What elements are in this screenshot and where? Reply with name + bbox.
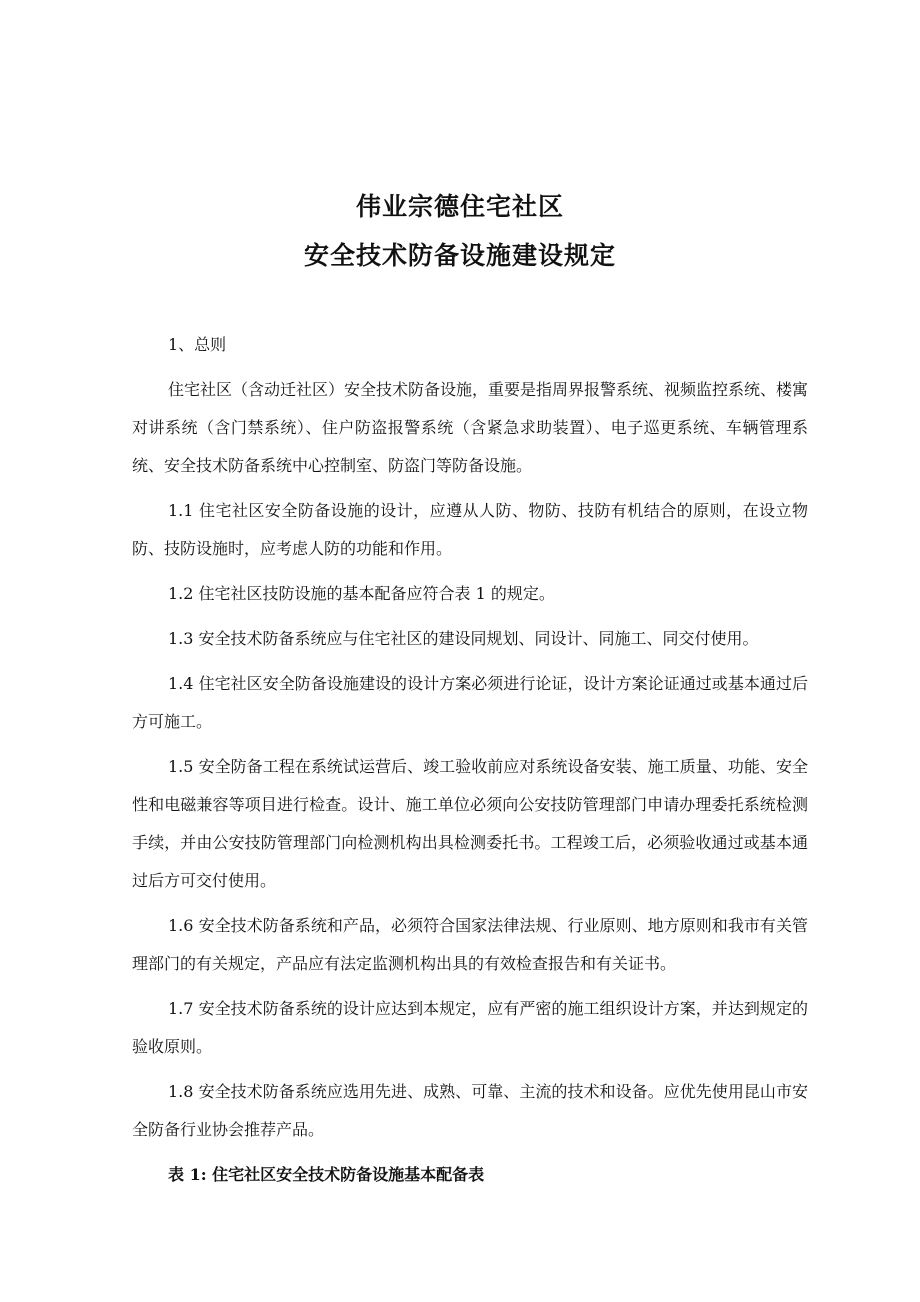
paragraph-1-5: 1.5 安全防备工程在系统试运营后、竣工验收前应对系统设备安装、施工质量、功能、安全性和电磁兼容等项目进行检查。设计、施工单位必须向公安技防管理部门申请办理委托系统检测手续，并由公安技防管理部门向检测机构出具检测委托书。工程竣工后，必须验收通过或基本通过后方可交付使用。	[132, 757, 808, 890]
paragraph-1-2: 1.2 住宅社区技防设施的基本配备应符合表 1 的规定。	[168, 584, 555, 603]
paragraph-1-6: 1.6 安全技术防备系统和产品，必须符合国家法律法规、行业原则、地方原则和我市有关管理部门的有关规定，产品应有法定监测机构出具的有效检查报告和有关证书。	[132, 916, 808, 973]
document-title-line-2: 安全技术防备设施建设规定	[303, 241, 616, 270]
document-title-line-1: 伟业宗德住宅社区	[355, 192, 564, 221]
paragraph-1-3: 1.3 安全技术防备系统应与住宅社区的建设同规划、同设计、同施工、同交付使用。	[168, 629, 759, 648]
paragraph-1-1: 1.1 住宅社区安全防备设施的设计，应遵从人防、物防、技防有机结合的原则，在设立物防、技防设施时，应考虑人防的功能和作用。	[132, 501, 808, 558]
table-caption: 表 1: 住宅社区安全技术防备设施基本配备表	[168, 1165, 485, 1184]
paragraph-intro: 住宅社区（含动迁社区）安全技术防备设施，重要是指周界报警系统、视频监控系统、楼寓对讲系统（含门禁系统）、住户防盗报警系统（含紧急求助装置）、电子巡更系统、车辆管理系统、安全技术防备系统中心控制室、防盗门等防备设施。	[132, 380, 809, 475]
paragraph-1-4: 1.4 住宅社区安全防备设施建设的设计方案必须进行论证，设计方案论证通过或基本通过后方可施工。	[132, 674, 808, 731]
document-body	[132, 326, 808, 1194]
paragraph-1-8: 1.8 安全技术防备系统应选用先进、成熟、可靠、主流的技术和设备。应优先使用昆山市安全防备行业协会推荐产品。	[132, 1082, 808, 1139]
section-heading: 1、总则	[168, 335, 227, 354]
paragraph-1-7: 1.7 安全技术防备系统的设计应达到本规定，应有严密的施工组织设计方案，并达到规定的验收原则。	[132, 999, 808, 1056]
